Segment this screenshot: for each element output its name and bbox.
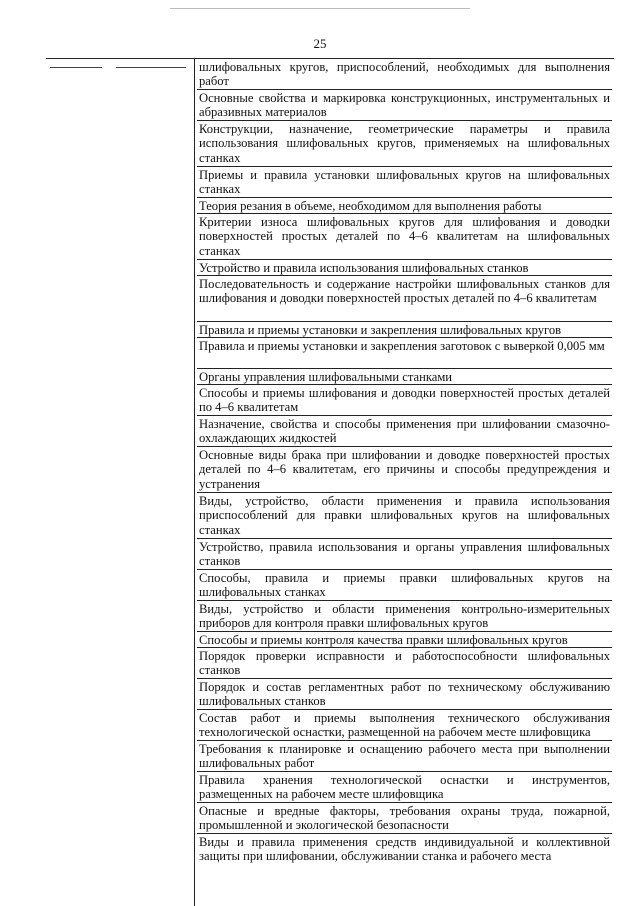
table-row: Виды, устройство, области применения и правила использования приспособлений для правки шлифовальных кругов на шлифовальных станках [197,493,612,539]
table-row: Способы и приемы шлифования и доводки поверхностей простых деталей по 4–6 квалитетам [199,386,610,415]
left-column-empty-cell [46,59,194,906]
column-divider [194,59,195,906]
table-row: Устройство и правила использования шлифовальных станков [197,260,612,276]
table-row: Виды, устройство и области применения контрольно-измерительных приборов для контроля правки шлифовальных кругов [199,602,610,631]
top-rule [170,8,470,9]
table-row: Конструкции, назначение, геометрические параметры и правила использования шлифовальных кругов, применяемых на шлифовальных станках [197,121,612,167]
table-row: Последовательность и содержание настройки шлифовальных станков для шлифования и доводки поверхностей простых деталей по 4–6 квалитетам [197,276,612,322]
table-row: Виды и правила применения средств индивидуальной и коллективной защиты при шлифовании, обслуживании станка и рабочего места [199,835,610,864]
table-row: Теория резания в объеме, необходимом для выполнения работы [197,198,612,214]
table-row: Критерии износа шлифовальных кругов для шлифования и доводки поверхностей простых деталей по 4–6 квалитетам на шлифовальных станках [197,214,612,260]
divider [50,67,102,68]
table-row: Основные виды брака при шлифовании и доводке поверхностей простых деталей по 4–6 квалитетам, его причины и способы предупреждения и устранения [197,447,612,493]
table-row: Правила и приемы установки и закрепления заготовок с выверкой 0,005 мм [197,338,612,369]
requirements-table [46,58,614,906]
table-row: Требования к планировке и оснащению рабочего места при выполнении шлифовальных работ [199,742,610,771]
table-row: Правила хранения технологической оснастки и инструментов, размещенных на рабочем месте шлифовщика [199,773,610,802]
table-row: Основные свойства и маркировка конструкционных, инструментальных и абразивных материалов [199,91,610,120]
table-row: Органы управления шлифовальными станками [197,369,612,385]
table-row: Опасные и вредные факторы, требования охраны труда, пожарной, промышленной и экологической безопасности [199,804,610,833]
table-row: Устройство, правила использования и органы управления шлифовальных станков [199,540,610,569]
table-row: Назначение, свойства и способы применения при шлифовании смазочно-охлаждающих жидкостей [199,417,610,446]
table-row: шлифовальных кругов, приспособлений, необходимых для выполнения работ [199,60,610,89]
page-number: 25 [313,36,327,51]
table-row: Порядок проверки исправности и работоспособности шлифовальных станков [199,649,610,678]
table-row: Способы, правила и приемы правки шлифовальных кругов на шлифовальных станках [199,571,610,600]
table-row: Порядок и состав регламентных работ по техническому обслуживанию шлифовальных станков [199,680,610,709]
table-row: Способы и приемы контроля качества правки шлифовальных кругов [197,632,612,648]
knowledge-list [197,59,612,870]
divider [116,67,186,68]
table-row: Приемы и правила установки шлифовальных кругов на шлифовальных станках [199,168,610,197]
table-row: Правила и приемы установки и закрепления шлифовальных кругов [197,322,612,338]
table-row: Состав работ и приемы выполнения технического обслуживания технологической оснастки, размещенной на рабочем месте шлифовщика [199,711,610,740]
